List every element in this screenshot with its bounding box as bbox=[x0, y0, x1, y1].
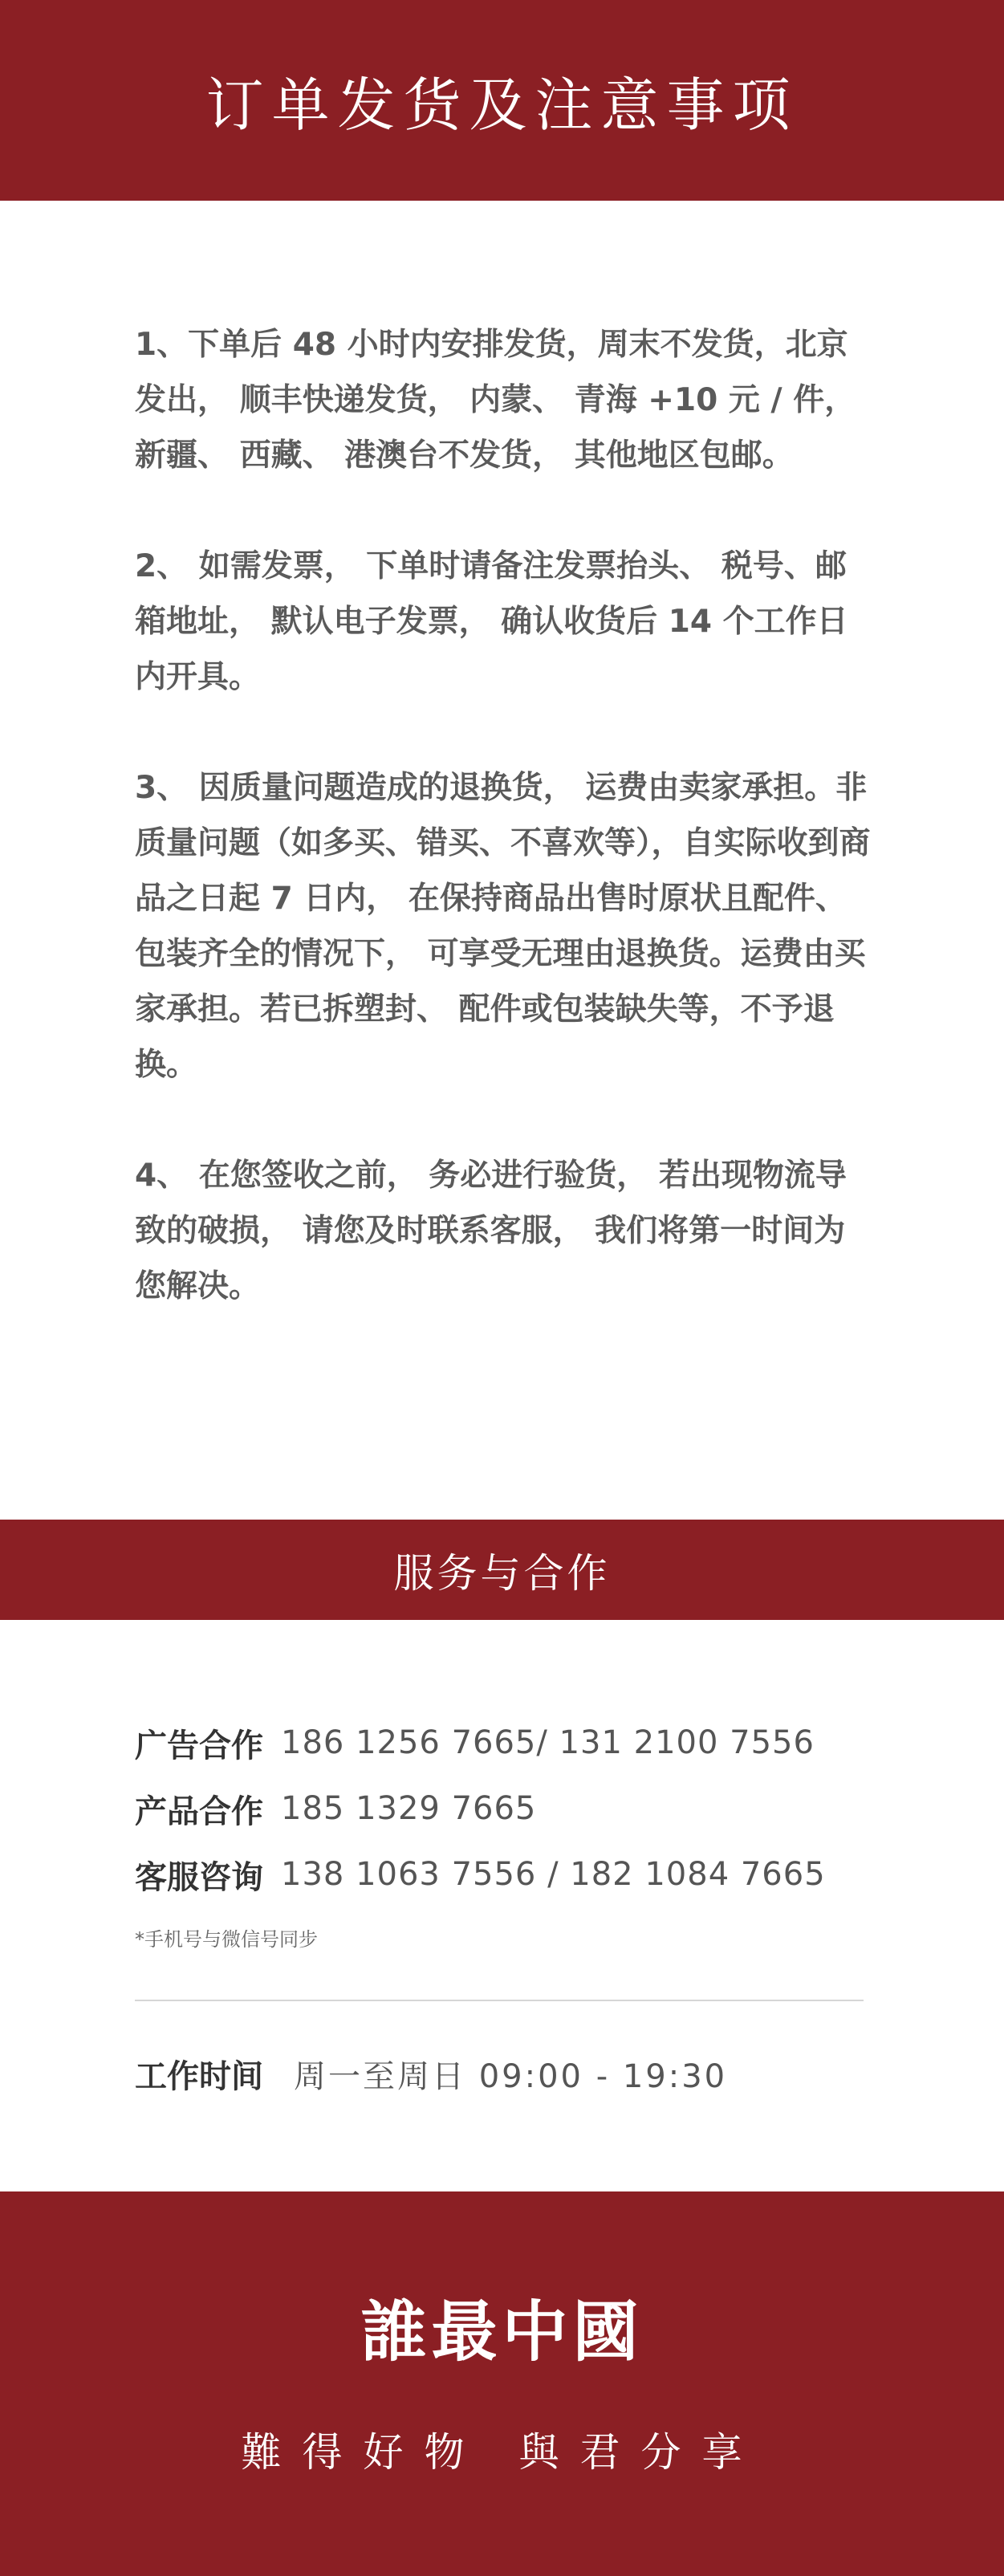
wechat-footnote: *手机号与微信号同步 bbox=[135, 1928, 318, 1951]
hours-label: 工作时间 bbox=[135, 2057, 263, 2095]
notes-section bbox=[135, 317, 873, 1369]
brand-slogan: 難得好物 與君分享 bbox=[241, 2429, 763, 2476]
page-title: 订单发货及注意事项 bbox=[205, 71, 799, 139]
contact-phone: 186 1256 7665/ 131 2100 7556 bbox=[281, 1724, 815, 1761]
working-hours bbox=[135, 2041, 865, 2106]
contact-row-product bbox=[135, 1776, 865, 1841]
service-title: 服务与合作 bbox=[393, 1549, 611, 1597]
contact-phone: 138 1063 7556 / 182 1084 7665 bbox=[281, 1856, 826, 1893]
note-inspection: 4、 在您签收之前， 务必进行验货， 若出现物流导致的破损， 请您及时联系客服， 我们将第一时间为您解决。 bbox=[135, 1158, 847, 1304]
note-invoice: 2、 如需发票， 下单时请备注发票抬头、 税号、邮箱地址， 默认电子发票， 确认收货后 14 个工作日内开具。 bbox=[135, 548, 848, 695]
contact-label: 客服咨询 bbox=[135, 1858, 263, 1896]
note-shipping: 1、下单后 48 小时内安排发货，周末不发货，北京发出， 顺丰快递发货， 内蒙、 青海 +10 元 / 件， 新疆、 西藏、 港澳台不发货， 其他地区包邮。 bbox=[135, 327, 856, 474]
contact-label: 广告合作 bbox=[135, 1727, 263, 1764]
page-header bbox=[0, 0, 1004, 201]
contact-row-ads bbox=[135, 1710, 865, 1776]
contact-row-support bbox=[135, 1841, 865, 1907]
contact-label: 产品合作 bbox=[135, 1793, 263, 1830]
brand-footer bbox=[0, 2191, 1004, 2576]
divider bbox=[135, 2000, 864, 2001]
contact-phone: 185 1329 7665 bbox=[281, 1790, 537, 1827]
note-returns: 3、 因质量问题造成的退换货， 运费由卖家承担。非质量问题（如多买、错买、不喜欢等），自实际收到商品之日起 7 日内， 在保持商品出售时原状且配件、 包装齐全的情况下， 可享受无理由退换货。运费由买家承担。若已拆塑封、 配件或包装缺失等，不予退换。 bbox=[135, 770, 871, 1083]
service-header bbox=[0, 1520, 1004, 1620]
brand-logo-text: 誰最中國 bbox=[360, 2293, 644, 2370]
contacts-section bbox=[135, 1710, 865, 2106]
hours-value: 周一至周日 09:00 - 19:30 bbox=[294, 2057, 728, 2095]
